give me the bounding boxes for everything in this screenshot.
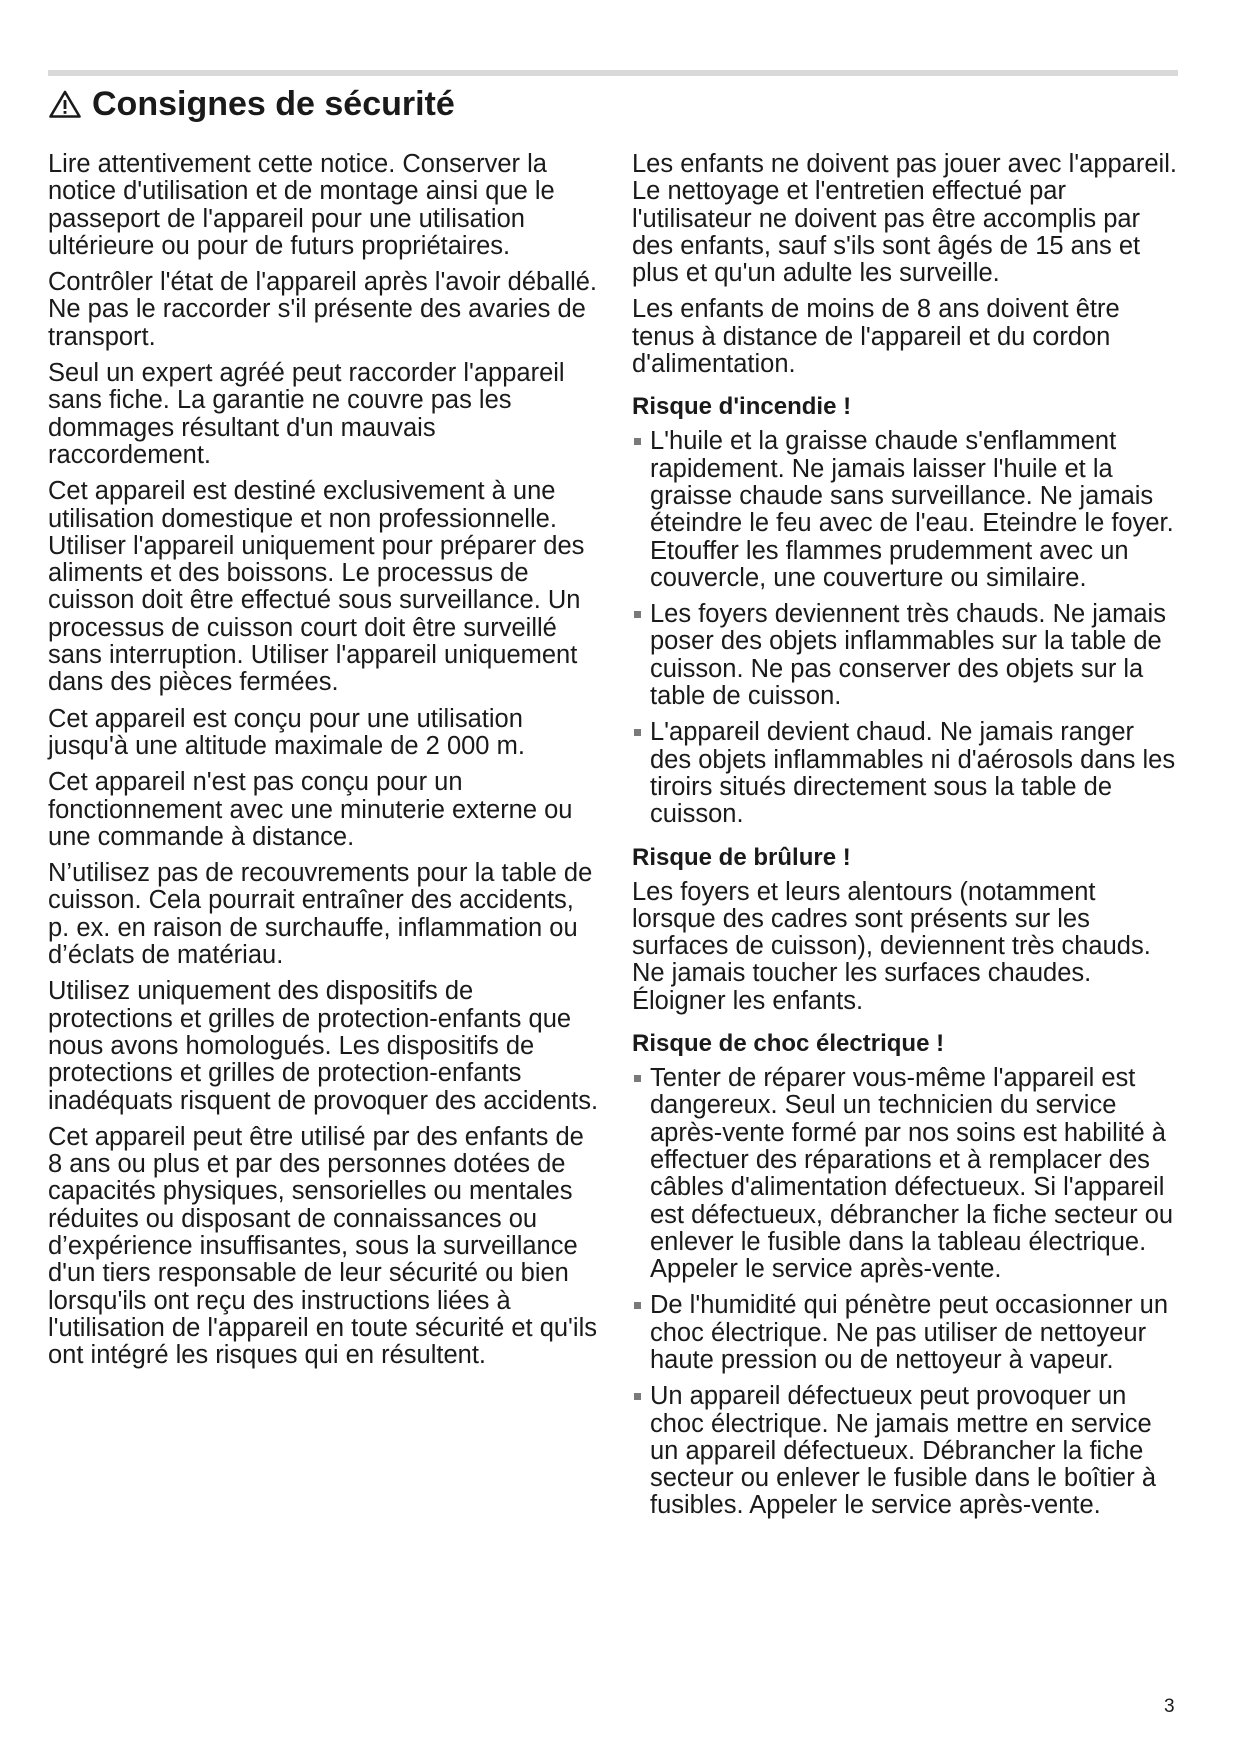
fire-risk-heading: Risque d'incendie ! — [632, 393, 852, 421]
electric-shock-risk-list — [632, 1065, 1180, 1520]
paragraph: Les foyers et leurs alentours (notamment lorsque des cadres sont présents sur les surfaces de cuisson), deviennent très chauds. Ne jamais toucher les surfaces chaudes. Éloigner les enfants. — [632, 877, 1151, 1015]
page-title — [48, 80, 455, 128]
paragraph: Les enfants de moins de 8 ans doivent être tenus à distance de l'appareil et du cordon d'alimentation. — [632, 295, 1120, 379]
list-item: Les foyers deviennent très chauds. Ne jamais poser des objets inflammables sur la table de cuisson. Ne pas conserver des objets sur la table de cuisson. — [632, 601, 1180, 710]
list-item: Tenter de réparer vous-même l'appareil est dangereux. Seul un technicien du service après-vente formé par nos soins est habilité à effectuer des réparations et à remplacer des câbles d'alimentation défectueux. Si l'appareil est défectueux, débrancher la fiche secteur ou enlever le fusible dans la tableau électrique. Appeler le service après-vente. — [632, 1065, 1180, 1283]
page-number: 3 — [1164, 1696, 1175, 1717]
left-column — [48, 151, 600, 1378]
list-item: L'huile et la graisse chaude s'enflamment rapidement. Ne jamais laisser l'huile et la graisse chaude sans surveillance. Ne jamais éteindre le feu avec de l'eau. Eteindre le foyer. Etouffer les flammes prudemment avec un couvercle, une couverture ou similaire. — [632, 428, 1180, 592]
paragraph: Seul un expert agréé peut raccorder l'appareil sans fiche. La garantie ne couvre pas les dommages résultant d'un mauvais raccordement. — [48, 359, 565, 469]
header-rule — [48, 70, 1178, 76]
paragraph: Contrôler l'état de l'appareil après l'avoir déballé. Ne pas le raccorder s'il présente des avaries de transport. — [48, 268, 597, 351]
page-title-text: Consignes de sécurité — [92, 85, 455, 123]
burn-risk-heading: Risque de brûlure ! — [632, 843, 851, 871]
paragraph: Cet appareil peut être utilisé par des enfants de 8 ans ou plus et par des personnes dotées de capacités physiques, sensorielles ou mentales réduites ou disposant de connaissances ou d’expérience insuffisantes, sous la surveillance d'un tiers responsable de leur sécurité ou bien lorsqu'ils ont reçu des instructions liées à l'utilisation de l'appareil en toute sécurité et qu'ils ont intégré les risques qui en résultent. — [48, 1122, 598, 1370]
warning-triangle-icon — [48, 89, 82, 119]
electric-shock-risk-heading: Risque de choc électrique ! — [632, 1030, 945, 1058]
paragraph: Les enfants ne doivent pas jouer avec l'appareil. Le nettoyage et l'entretien effectué par l'utilisateur ne doivent pas être accomplis par des enfants, sauf s'ils sont âgés de 15 ans et plus et qu'un adulte les surveille. — [632, 150, 1177, 288]
paragraph: Lire attentivement cette notice. Conserver la notice d'utilisation et de montage ainsi que le passeport de l'appareil pour une utilisation ultérieure ou pour de futurs propriétaires. — [48, 150, 555, 260]
right-column — [632, 151, 1180, 1529]
fire-risk-list — [632, 428, 1180, 828]
paragraph: Cet appareil est destiné exclusivement à une utilisation domestique et non professionnelle. Utiliser l'appareil uniquement pour préparer des aliments et des boissons. Le processus de cuisson doit être effectué sous surveillance. Un processus de cuisson court doit être surveillé sans interruption. Utiliser l'appareil uniquement dans des pièces fermées. — [48, 477, 585, 697]
paragraph: Utilisez uniquement des dispositifs de protections et grilles de protection-enfants que nous avons homologués. Les dispositifs de protections et grilles de protection-enfants inadéquats risquent de provoquer des accidents. — [48, 977, 599, 1115]
paragraph: Cet appareil n'est pas conçu pour un fonctionnement avec une minuterie externe ou une commande à distance. — [48, 768, 573, 851]
list-item: Un appareil défectueux peut provoquer un choc électrique. Ne jamais mettre en service un appareil défectueux. Débrancher la fiche secteur ou enlever le fusible dans le boîtier à fusibles. Appeler le service après-vente. — [632, 1383, 1180, 1519]
paragraph: Cet appareil est conçu pour une utilisation jusqu'à une altitude maximale de 2 000 m. — [48, 704, 525, 760]
list-item: L'appareil devient chaud. Ne jamais ranger des objets inflammables ni d'aérosols dans les tiroirs situés directement sous la table de cuisson. — [632, 719, 1180, 828]
paragraph: N’utilisez pas de recouvrements pour la table de cuisson. Cela pourrait entraîner des accidents, p. ex. en raison de surchauffe, inflammation ou d’éclats de matériau. — [48, 859, 593, 970]
list-item: De l'humidité qui pénètre peut occasionner un choc électrique. Ne pas utiliser de nettoyeur haute pression ou de nettoyeur à vapeur. — [632, 1292, 1180, 1374]
